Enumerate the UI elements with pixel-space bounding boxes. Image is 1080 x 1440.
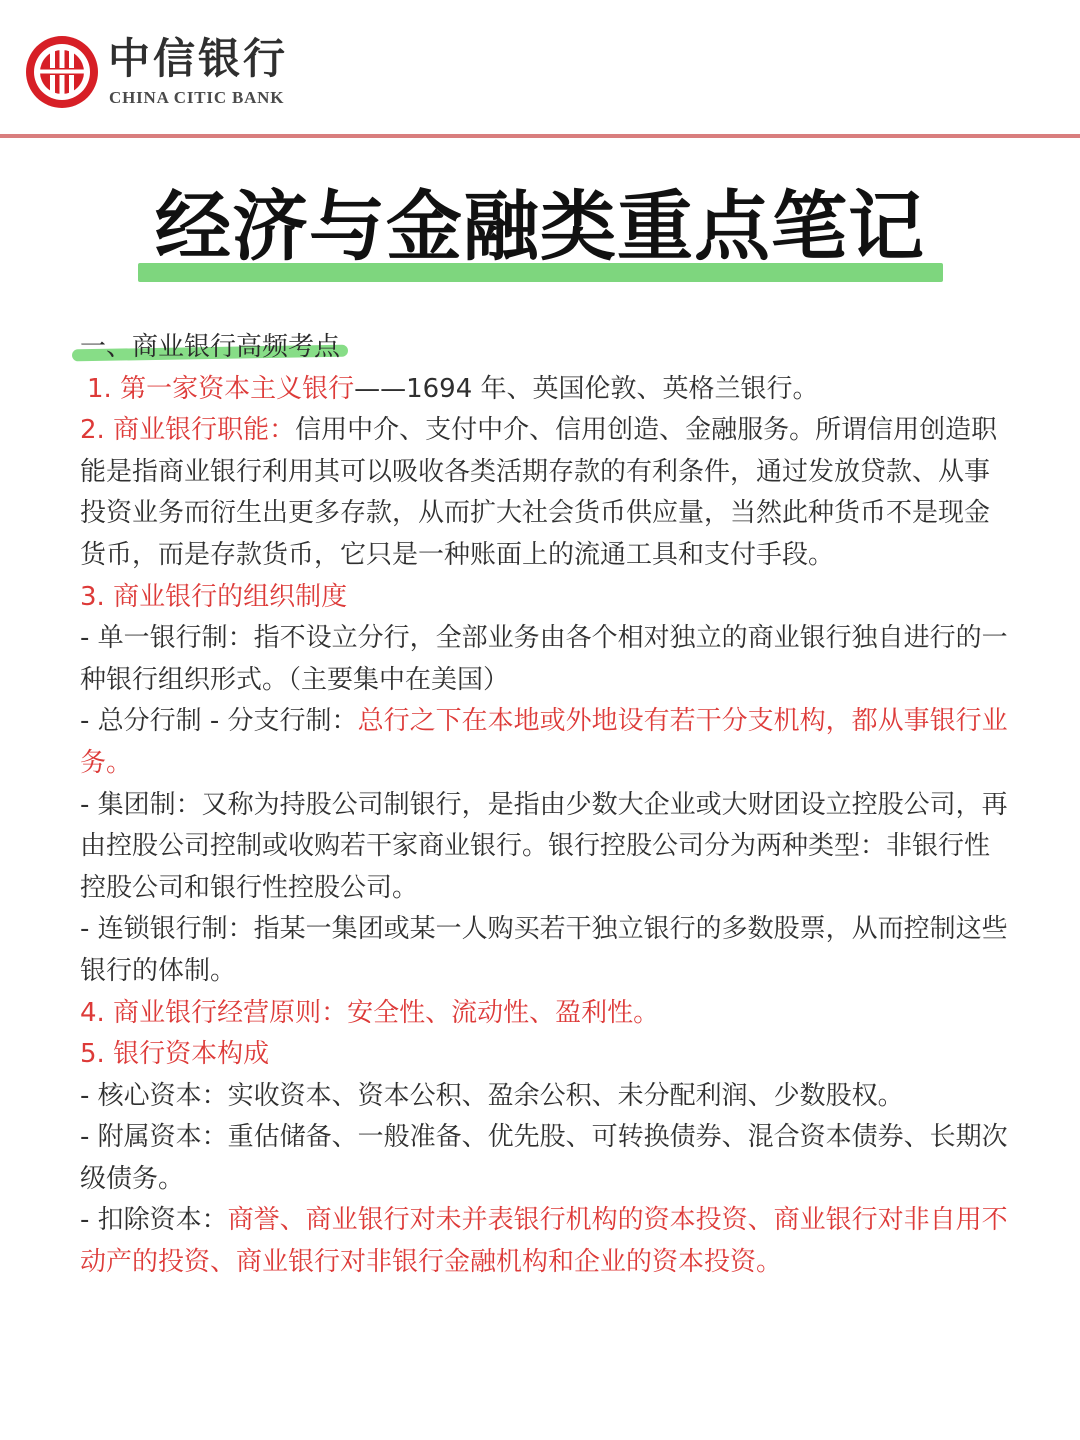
notes-content <box>80 326 1015 1284</box>
page-title: 经济与金融类重点笔记 <box>155 182 925 271</box>
note-item-1 <box>80 369 1015 411</box>
note-item-3-branch-bank <box>80 701 1015 784</box>
note-item-3-chain-bank: - 连锁银行制：指某一集团或某一人购买若干独立银行的多数股票，从而控制这些银行的体制。 <box>80 914 1008 986</box>
note-item-5-supplementary-capital: - 附属资本：重估储备、一般准备、优先股、可转换债券、混合资本债券、长期次级债务。 <box>80 1122 1008 1194</box>
note-item-3-single-bank: - 单一银行制：指不设立分行，全部业务由各个相对独立的商业银行独自进行的一种银行组织形式。（主要集中在美国） <box>80 623 1008 695</box>
note-item-5-core-capital: - 核心资本：实收资本、资本公积、盈余公积、未分配利润、少数股权。 <box>80 1080 904 1111</box>
note-item-1-label: 1. 第一家资本主义银行 <box>87 373 355 404</box>
note-item-4: 4. 商业银行经营原则：安全性、流动性、盈利性。 <box>80 997 660 1028</box>
citic-logo-icon <box>24 34 100 110</box>
note-item-3-branch-label: - 总分行制 - 分支行制： <box>80 706 358 737</box>
brand-name-cn: 中信银行 <box>108 34 289 83</box>
note-item-1-text: ——1694 年、英国伦敦、英格兰银行。 <box>354 373 819 404</box>
note-item-3-group-bank: - 集团制：又称为持股公司制银行，是指由少数大企业或大财团设立控股公司，再由控股公司控制或收购若干家商业银行。银行控股公司分为两种类型：非银行性控股公司和银行性控股公司。 <box>80 789 1008 903</box>
note-item-3-branch-text: 总行之下在本地或外地设有若干分支机构，都从事银行业务。 <box>80 706 1008 778</box>
note-item-5-heading: 5. 银行资本构成 <box>80 1039 270 1070</box>
note-item-5-deduct-text: 商誉、商业银行对未并表银行机构的资本投资、商业银行对非自用不动产的投资、商业银行对非银行金融机构和企业的资本投资。 <box>80 1205 1008 1278</box>
note-item-5-deduct-capital <box>80 1200 1015 1283</box>
section-heading <box>80 326 340 368</box>
note-item-3-heading: 3. 商业银行的组织制度 <box>80 581 348 612</box>
page-title-area <box>0 172 1080 292</box>
note-item-2-text: 信用中介、支付中介、信用创造、金融服务。所谓信用创造职能是指商业银行利用其可以吸收各类活期存款的有利条件，通过发放贷款、从事投资业务而衍生出更多存款，从而扩大社会货币供应量，当然此种货币不是现金货币，而是存款货币，它只是一种账面上的流通工具和支付手段。 <box>80 415 998 570</box>
section-heading-text: 一、商业银行高频考点 <box>80 332 341 362</box>
header-divider <box>0 134 1080 138</box>
note-item-2-label: 2. 商业银行职能： <box>80 415 296 446</box>
note-item-5-deduct-label: - 扣除资本： <box>80 1205 228 1236</box>
note-item-2 <box>80 410 1015 576</box>
header <box>0 0 1080 136</box>
brand-name-en: CHINA CITIC BANK <box>109 88 285 107</box>
